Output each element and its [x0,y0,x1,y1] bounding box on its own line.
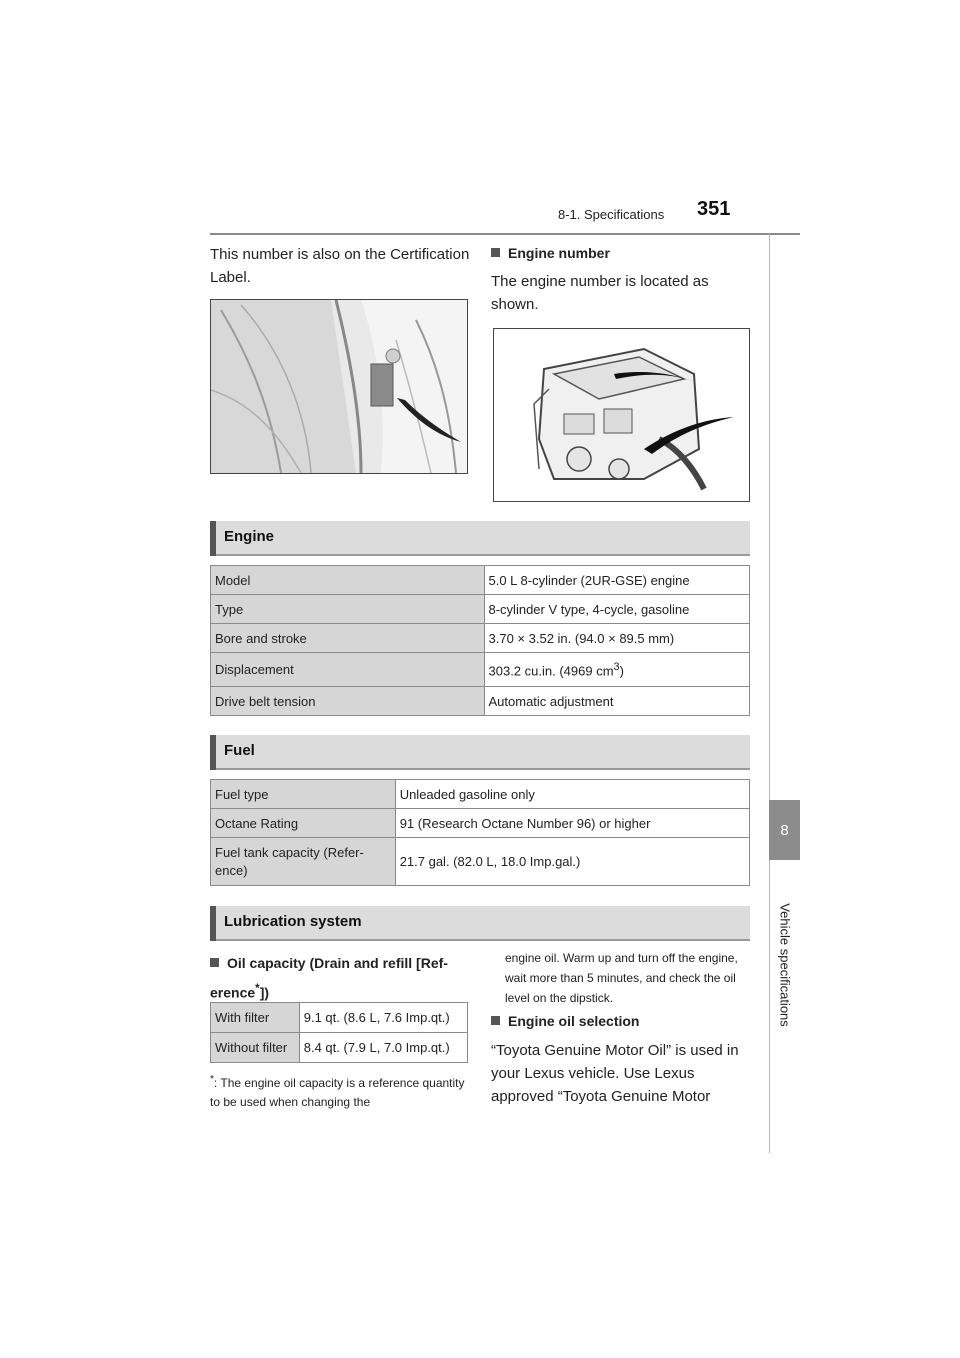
table-row [211,1033,468,1063]
table-row [211,780,750,809]
door-label-illustration [210,299,468,474]
spec-value: Automatic adjustment [484,687,750,716]
table-row [211,595,750,624]
spec-value: 3.70 × 3.52 in. (94.0 × 89.5 mm) [484,624,750,653]
spec-key: With filter [211,1003,300,1033]
engine-number-text: The engine number is located as shown. [491,273,709,313]
heading-accent-bar [210,906,216,941]
oil-selection-heading: Engine oil selection [491,1013,639,1029]
bullet-square-icon [210,958,219,967]
spec-key: Drive belt tension [211,687,485,716]
spec-key: Without filter [211,1033,300,1063]
table-row [211,1003,468,1033]
lubrication-section-heading [210,906,750,941]
page-number: 351 [697,198,731,220]
spec-value: 91 (Research Octane Number 96) or higher [395,809,749,838]
heading-accent-bar [210,735,216,770]
spec-value: Unleaded gasoline only [395,780,749,809]
spec-value: 303.2 cu.in. (4969 $cm^3$) [484,653,750,687]
fuel-spec-table [210,779,750,886]
engine-section-title: Engine [224,528,275,545]
engine-section-heading [210,521,750,556]
bullet-square-icon [491,1016,500,1025]
engine-illustration [493,328,750,502]
fuel-section-heading [210,735,750,770]
table-row [211,687,750,716]
heading-accent-bar [210,521,216,556]
spec-key: Fuel type [211,780,396,809]
chapter-tab-number: 8 [769,800,800,860]
oil-capacity-heading: Oil capacity (Drain and refill [Ref-erence*]) [210,955,448,1001]
spec-value: 8-cylinder V type, 4-cycle, gasoline [484,595,750,624]
spec-value: 8.4 qt. (7.9 L, 7.0 Imp.qt.) [299,1033,467,1063]
engine-number-heading: Engine number [491,245,610,261]
table-row [211,566,750,595]
spec-key: Bore and stroke [211,624,485,653]
certification-text: This number is also on the Certification Label. [210,246,470,286]
table-row [211,624,750,653]
fuel-section-title: Fuel [224,742,255,759]
spec-value: 21.7 gal. (82.0 L, 18.0 Imp.gal.) [395,838,749,886]
footnote-continuation: engine oil. Warm up and turn off the engine, wait more than 5 minutes, and check the oil level on the dipstick. [505,951,738,1005]
footnote: *: The engine oil capacity is a reference quantity to be used when changing the [210,1074,465,1109]
spec-value: 5.0 L 8-cylinder (2UR-GSE) engine [484,566,750,595]
spec-key: Model [211,566,485,595]
chapter-tab-label: Vehicle specifications [777,903,793,1027]
oil-capacity-table [210,1002,468,1063]
door-label-drawing [211,300,467,473]
spec-key: Octane Rating [211,809,396,838]
engine-drawing [494,329,749,501]
oil-selection-text: “Toyota Genuine Motor Oil” is used in your Lexus vehicle. Use Lexus approved “Toyota Genuine Motor [491,1042,739,1105]
table-row [211,838,750,886]
header-rule [210,233,800,235]
engine-spec-table [210,565,750,716]
spec-key: Displacement [211,653,485,687]
spec-key: Fuel tank capacity (Refer-ence) [211,838,396,886]
section-title: 8-1. Specifications [558,207,665,222]
table-row [211,809,750,838]
spec-key: Type [211,595,485,624]
lubrication-section-title: Lubrication system [224,913,362,930]
table-row [211,653,750,687]
spec-value: 9.1 qt. (8.6 L, 7.6 Imp.qt.) [299,1003,467,1033]
bullet-square-icon [491,248,500,257]
